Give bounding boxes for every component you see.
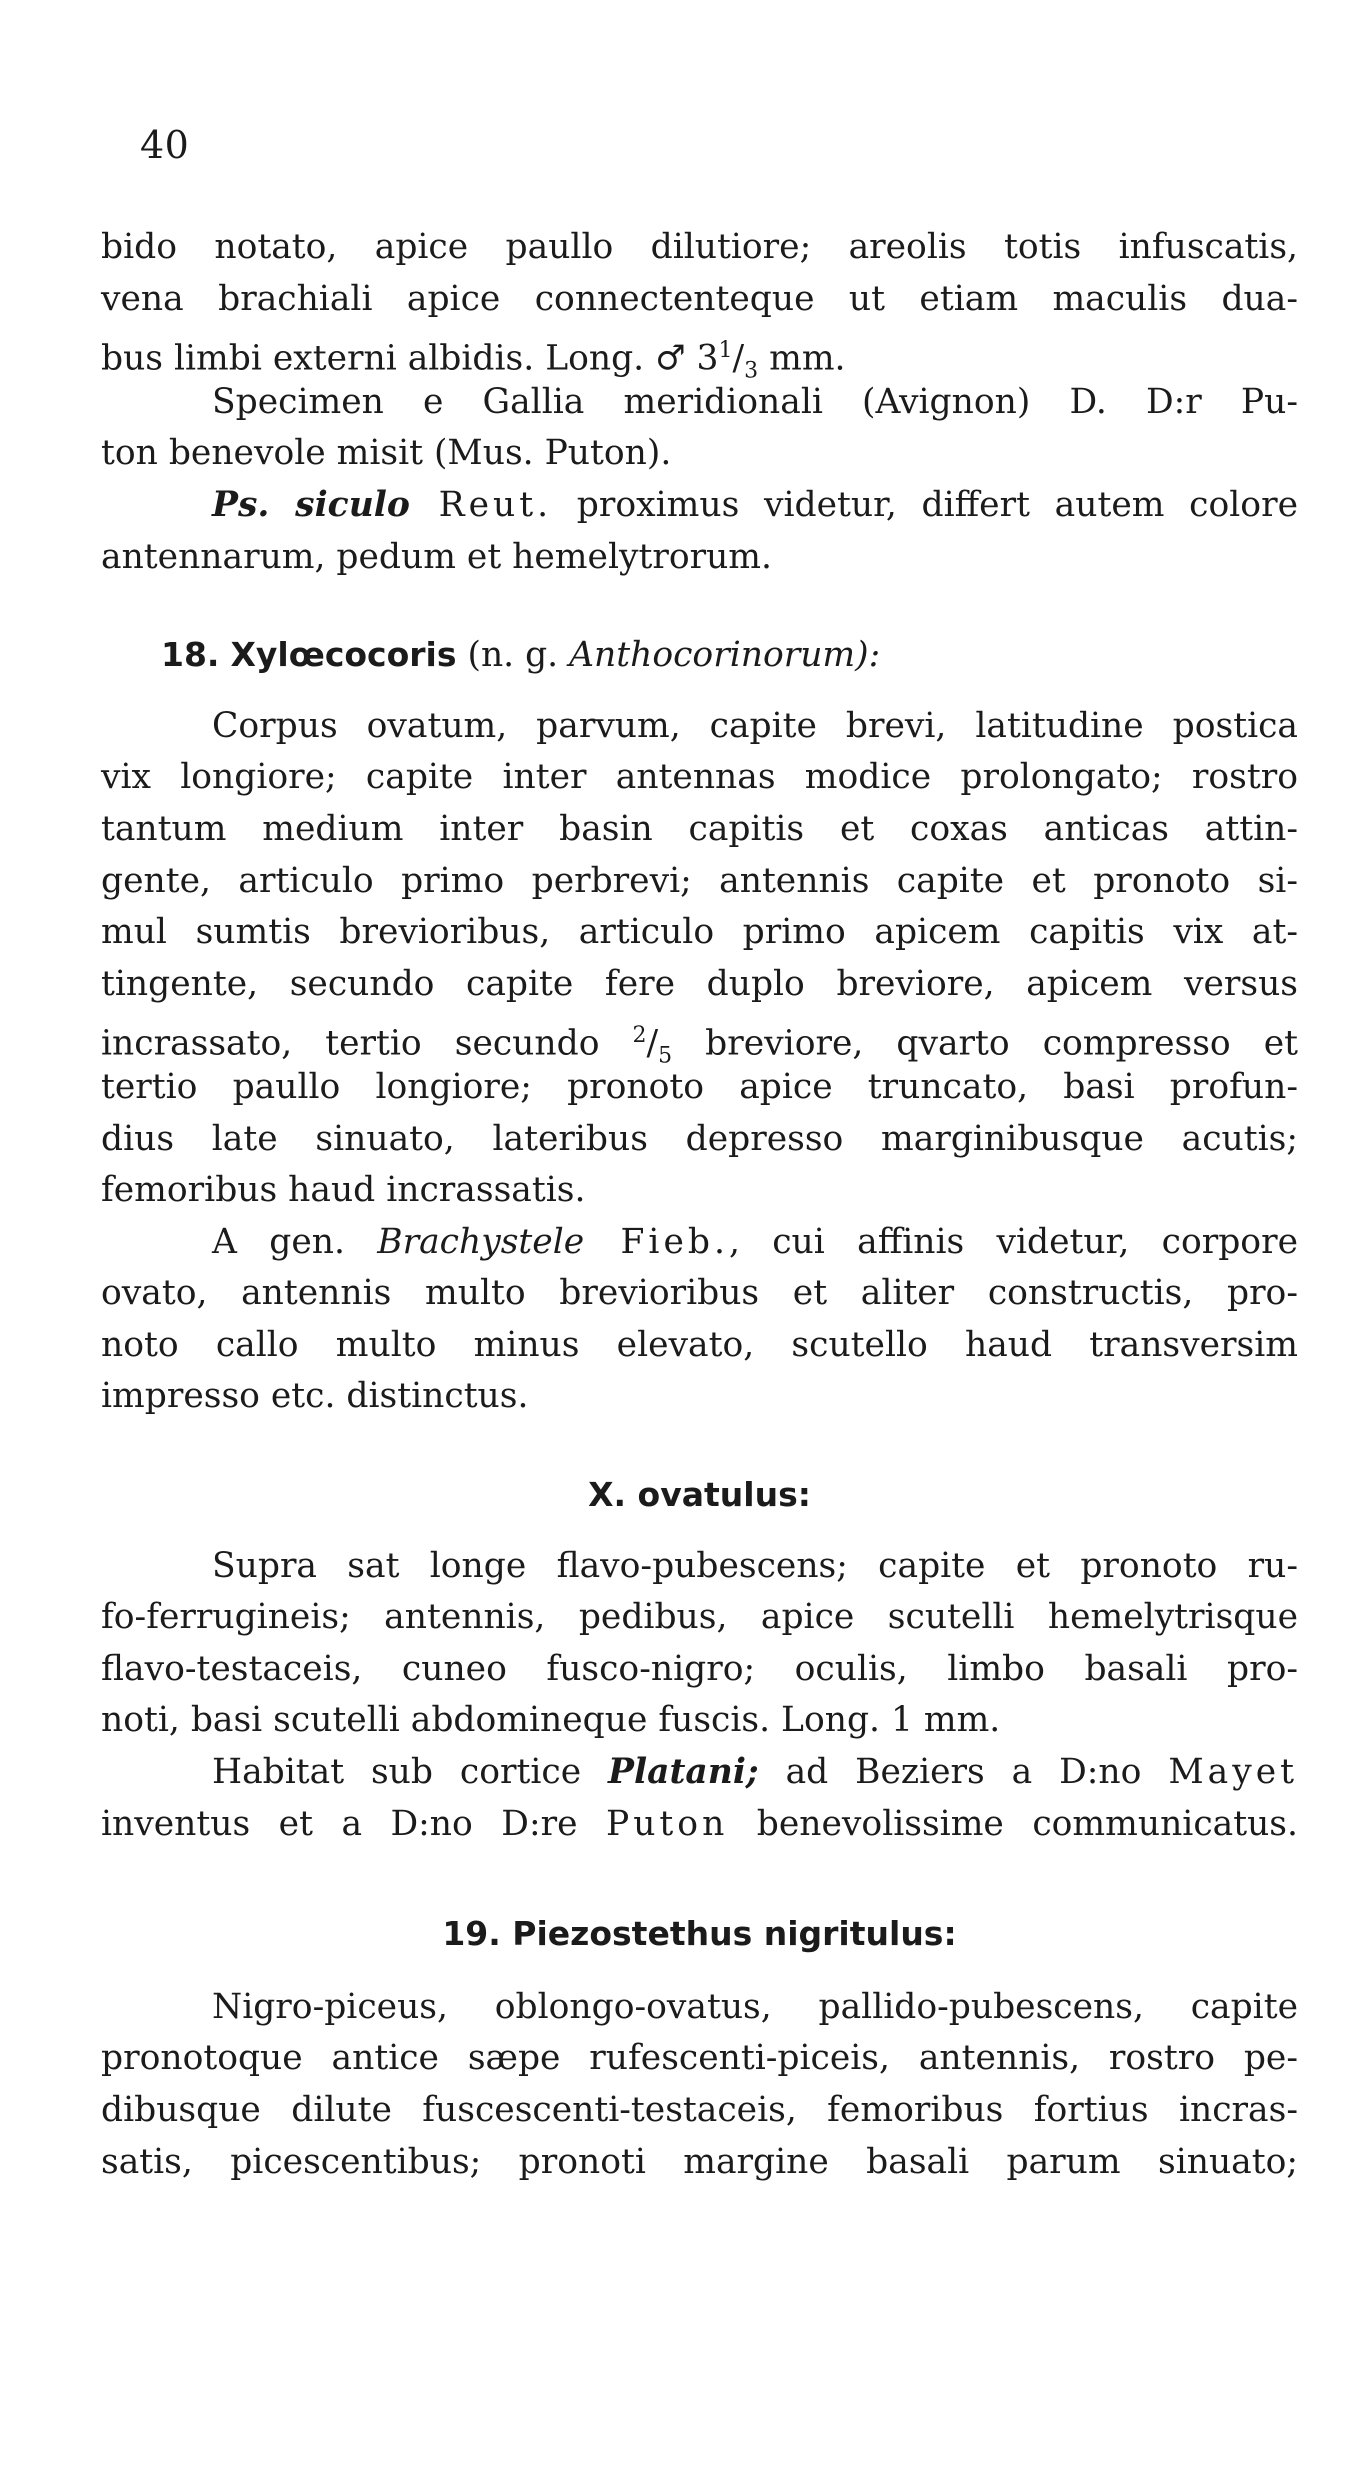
text-line: ton benevole misit (Mus. Puton). (101, 433, 672, 474)
fraction-numerator: 2 (632, 1023, 647, 1049)
text-line: noti, basi scutelli abdomineque fuscis. Long. 1 mm. (101, 1700, 1001, 1741)
fraction-slash: / (646, 1023, 659, 1064)
species-heading (101, 1469, 1298, 1521)
text-line: tantum medium inter basin capitis et coxas anticas attin- (101, 808, 1298, 849)
genus-reference: Brachystele (377, 1221, 585, 1262)
text-span: incrassato, tertio secundo (101, 1023, 633, 1064)
male-symbol-icon: ♂ (655, 338, 686, 379)
text-line: dius late sinuato, lateribus depresso marginibusque acutis; (101, 1118, 1298, 1159)
text-line: vix longiore; capite inter antennas modice prolongato; rostro (101, 757, 1298, 798)
text-line (101, 1747, 1298, 1799)
text-line: Corpus ovatum, parvum, capite brevi, latitudine postica (212, 705, 1298, 746)
text-span: ad Beziers a D:no (758, 1752, 1169, 1793)
author-name: Fieb. (584, 1221, 729, 1262)
text-span: benevolissime communicatus. (728, 1803, 1298, 1844)
text-line: ovato, antennis multo brevioribus et aliter constructis, pro- (101, 1273, 1298, 1314)
text-line: Supra sat longe flavo-pubescens; capite et pronoto ru- (212, 1545, 1298, 1586)
species-name: X. ovatulus: (588, 1475, 811, 1515)
text-line: antennarum, pedum et hemelytrorum. (101, 536, 772, 577)
text-span: Habitat sub cortice (212, 1752, 609, 1793)
species-description (101, 1541, 1298, 1851)
section-number: 18. (161, 635, 220, 675)
text-span: 3 (685, 338, 719, 379)
text-line (101, 325, 1298, 384)
text-line: vena brachiali apice connectenteque ut etiam maculis dua- (101, 278, 1298, 319)
text-line: bido notato, apice paullo dilutiore; areolis totis infuscatis, (101, 227, 1298, 267)
text-line: mul sumtis brevioribus, articulo primo apicem capitis vix at- (101, 912, 1298, 953)
text-line: pronotoque antice sæpe rufescenti-piceis, antennis, rostro pe- (101, 2038, 1298, 2079)
host-plant: Platani; (608, 1752, 759, 1793)
text-line: noto callo multo minus elevato, scutello haud transversim (101, 1324, 1298, 1365)
section-heading-19 (101, 1908, 1298, 1960)
genus-name: Xylœcocoris (230, 635, 457, 675)
page-number: 40 (140, 123, 190, 167)
text-span: bus limbi externi albidis. Long. (101, 338, 656, 379)
text-span: (n. g. (456, 635, 570, 676)
text-line (101, 1010, 1298, 1069)
collector-name: Mayet (1168, 1752, 1298, 1793)
text-line: femoribus haud incrassatis. (101, 1170, 586, 1211)
text-line (101, 1217, 1298, 1269)
text-line (101, 1799, 1298, 1851)
fraction-denominator: 5 (658, 1043, 673, 1069)
section-heading-18 (101, 629, 1298, 681)
species-description-19 (101, 1982, 1298, 2188)
fraction-slash: / (732, 338, 745, 379)
body-text (101, 222, 1298, 2188)
text-line: tertio paullo longiore; pronoto apice truncato, basi profun- (101, 1066, 1298, 1107)
collector-name: Puton (606, 1803, 729, 1844)
text-span: breviore, qvarto compresso et (672, 1023, 1298, 1064)
fraction-numerator: 1 (718, 338, 733, 364)
text-line: impresso etc. distinctus. (101, 1376, 529, 1417)
text-line: tingente, secundo capite fere duplo breviore, apicem versus (101, 963, 1298, 1004)
fraction-denominator: 3 (744, 358, 759, 384)
text-span: inventus et a D:no D:re (101, 1803, 606, 1844)
taxon-name: Ps. siculo (212, 484, 410, 525)
author-name: Reut. (409, 484, 553, 525)
text-span: proximus videtur, differt autem colore (552, 484, 1298, 525)
taxon-group: Anthocorinorum): (569, 635, 881, 676)
text-line: flavo-testaceis, cuneo fusco-nigro; oculis, limbo basali pro- (101, 1648, 1298, 1689)
text-span: , cui affinis videtur, corpore (728, 1221, 1298, 1262)
text-span: mm. (758, 338, 846, 379)
text-line (101, 480, 1298, 532)
text-line: Nigro-piceus, oblongo-ovatus, pallido-pubescens, capite (212, 1986, 1298, 2027)
genus-description (101, 701, 1298, 1423)
text-line: satis, picescentibus; pronoti margine basali parum sinuato; (101, 2141, 1298, 2182)
text-line: dibusque dilute fuscescenti-testaceis, femoribus fortius incras- (101, 2090, 1298, 2130)
text-line: fo-ferrugineis; antennis, pedibus, apice scutelli hemelytrisque (101, 1597, 1298, 1638)
text-span: A gen. (212, 1221, 378, 1262)
text-line: Specimen e Gallia meridionali (Avignon) D. D:r Pu- (212, 381, 1298, 422)
species-name: 19. Piezostethus nigritulus: (442, 1914, 957, 1954)
text-line: gente, articulo primo perbrevi; antennis capite et pronoto si- (101, 860, 1298, 901)
